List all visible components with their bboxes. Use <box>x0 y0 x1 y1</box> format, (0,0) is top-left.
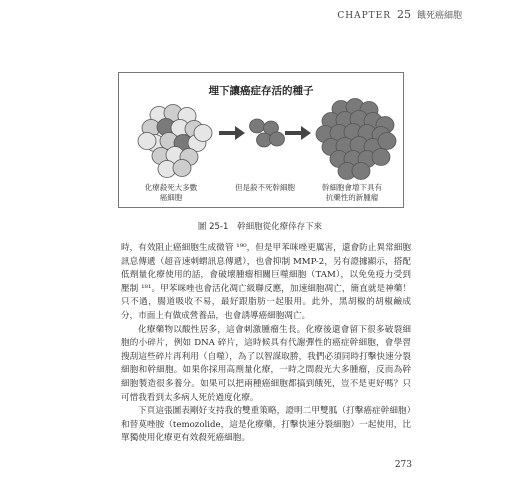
label-line: 但是殺不死幹細胞 <box>235 183 295 192</box>
page-number: 273 <box>394 460 412 470</box>
cell <box>378 133 396 150</box>
cell <box>270 132 285 146</box>
label-line: 幹細胞會增下具有 <box>322 183 382 192</box>
arrow-1 <box>219 126 245 140</box>
label-line: 抗藥性的新腫瘤 <box>325 193 379 202</box>
chapter-header <box>337 8 462 21</box>
chapter-title: 餓死癌細胞 <box>416 11 462 21</box>
label-chemo-kills <box>133 183 209 203</box>
cell <box>372 149 390 166</box>
label-new-tumor <box>309 183 395 203</box>
paragraph-2: 化療藥物以酸性居多，這會刺激腫瘤生長。化療後還會留下很多破裂細胞的小碎片，例如 DNA 碎片，這時候具有代謝彈性的癌症幹細胞，會學習搜刮這些碎片再利用（自噬），為了以智謀取勝，我們必須同時打擊快速分裂細胞和幹細胞。如果你採用高劑量化療，一時之間殺光大多腫瘤，反而為幹細胞製造很多養分。如果可以把兩種癌細胞都搞到餓死，豈不是更好嗎？只可惜我看到太多病人死於過度化療。 <box>121 324 411 403</box>
caption-text: 幹細胞從化療倖存下來 <box>237 222 323 232</box>
cell-cluster-mixed <box>138 105 212 178</box>
paragraph-1: 時，有效阻止癌細胞生成微管 ¹⁹⁰，但是甲苯咪唑更厲害，還會防止異常細胞訊息傳遞（超音速刺蝟訊息傳遞），也會抑制 MMP-2，另有證據顯示，搭配低劑量化療使用的話，會破壞腫瘤相關巨噬細胞（TAM），以免免疫力受到壓制 ¹⁸¹。甲苯咪唑也會活化凋亡級聯反應，加速細胞凋亡，簡直就是神藥！只不過，腸道吸收不易，最好跟脂肪一起服用。此外，黑胡椒的胡椒鹼成分，市面上有做成營養品，也會誘導癌細胞凋亡。 <box>121 243 411 321</box>
cell <box>194 125 212 142</box>
label-line: 癌細胞 <box>159 193 183 202</box>
cell <box>173 160 191 177</box>
paragraph-3: 下頁這張圖表剛好支持我的雙重策略，證明二甲雙胍（打擊癌症幹細胞）和替莫唑胺（temozolide，這是化療藥，打擊快速分裂細胞）一起使用，比單獨使用化療更有效殺死癌細胞。 <box>121 406 411 444</box>
label-stem-survive <box>223 183 307 193</box>
label-line: 化療殺死大多數 <box>144 183 198 192</box>
caption-number: 圖 25-1 <box>197 222 229 232</box>
cell-cluster-stem <box>250 119 285 147</box>
chapter-word: CHAPTER <box>337 11 391 21</box>
figure-caption <box>0 220 520 232</box>
cell-cluster-tumor <box>316 99 396 180</box>
cell <box>352 163 370 180</box>
body-text <box>121 242 411 446</box>
chapter-number: 25 <box>396 8 411 21</box>
cell <box>138 133 156 150</box>
arrow-2 <box>285 126 311 140</box>
figure-title: 埋下讓癌症存活的種子 <box>208 85 314 97</box>
figure-box <box>118 72 404 208</box>
cell <box>250 119 265 133</box>
